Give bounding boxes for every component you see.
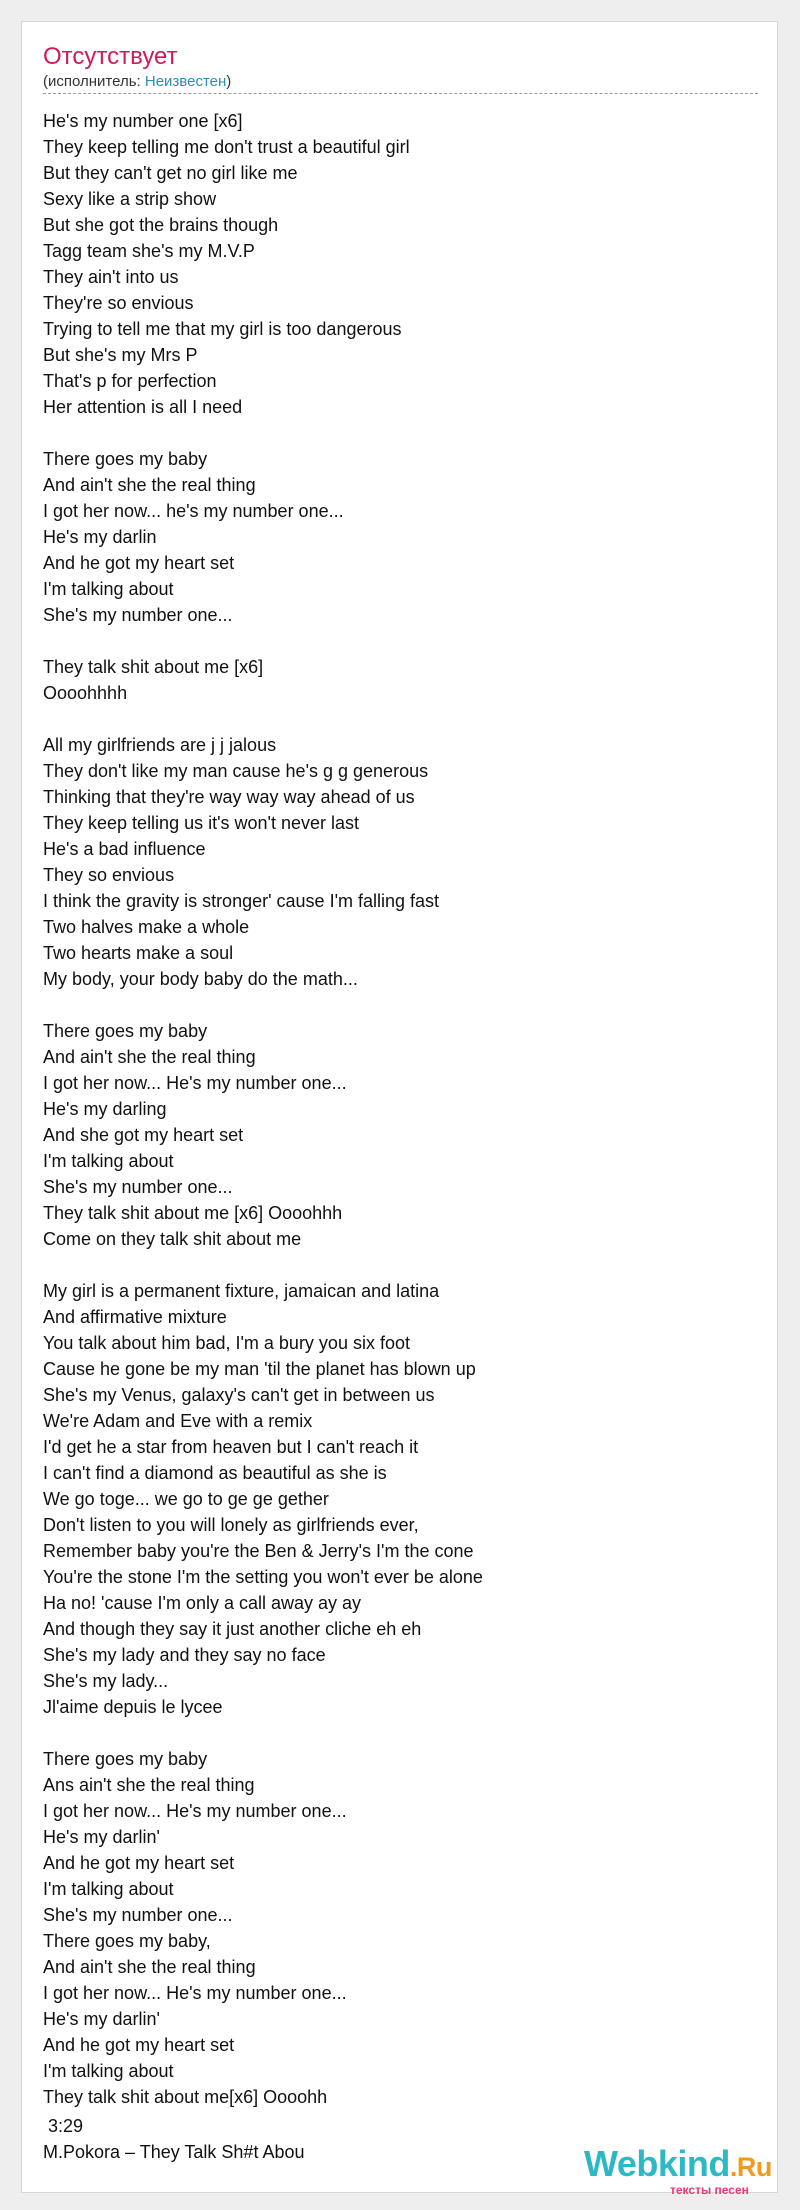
lyric-line: And she got my heart set (43, 1125, 244, 1145)
lyric-line: But she got the brains though (43, 215, 279, 235)
logo-word: Webkind (584, 2143, 730, 2184)
lyric-line: But she's my Mrs P (43, 345, 198, 365)
song-title: Отсутствует (43, 43, 178, 70)
lyric-line: They so envious (43, 865, 175, 885)
lyric-line: And affirmative mixture (43, 1307, 227, 1327)
lyric-line: Oooohhhh (43, 683, 128, 703)
lyric-line: I got her now... He's my number one... (43, 1801, 347, 1821)
lyric-line: I'm talking about (43, 579, 174, 599)
lyric-line: Jl'aime depuis le lycee (43, 1697, 223, 1717)
song-credit: M.Pokora – They Talk Sh#t Abou (43, 2142, 305, 2162)
lyric-line: There goes my baby (43, 449, 208, 469)
lyric-line: They're so envious (43, 293, 194, 313)
title-divider (43, 93, 758, 94)
lyric-line: He's a bad influence (43, 839, 206, 859)
lyric-line: They don't like my man cause he's g g generous (43, 761, 429, 781)
lyric-line: They keep telling me don't trust a beautiful girl (43, 137, 410, 157)
lyric-line: Two halves make a whole (43, 917, 250, 937)
artist-link[interactable]: Неизвестен (144, 73, 227, 90)
lyric-line: He's my darlin (43, 527, 157, 547)
lyric-line: He's my number one [x6] (43, 111, 243, 131)
song-duration: 3:29 (43, 2116, 84, 2136)
lyric-line: I'm talking about (43, 1879, 174, 1899)
lyric-line: Remember baby you're the Ben & Jerry's I'm the cone (43, 1541, 474, 1561)
artist-line (43, 73, 231, 91)
lyric-line: I'm talking about (43, 1151, 174, 1171)
artist-suffix: ) (226, 73, 232, 90)
lyrics-card (21, 21, 778, 2197)
lyrics-body (43, 108, 743, 2110)
lyric-blank-line (43, 1252, 743, 1278)
lyric-line: All my girlfriends are j j jalous (43, 735, 277, 755)
lyric-line: I got her now... he's my number one... (43, 501, 344, 521)
logo-wordmark (584, 2144, 784, 2187)
lyric-blank-line (43, 628, 743, 654)
lyric-line: Ans ain't she the real thing (43, 1775, 255, 1795)
lyric-line: I'd get he a star from heaven but I can't reach it (43, 1437, 419, 1457)
lyric-line: I think the gravity is stronger' cause I'm falling fast (43, 891, 440, 911)
lyric-line: Don't listen to you will lonely as girlfriends ever, (43, 1515, 419, 1535)
lyric-line: She's my number one... (43, 1177, 233, 1197)
lyric-line: And ain't she the real thing (43, 475, 256, 495)
lyric-line: There goes my baby, (43, 1931, 211, 1951)
lyric-line: We go toge... we go to ge ge gether (43, 1489, 329, 1509)
lyric-line: I can't find a diamond as beautiful as she is (43, 1463, 387, 1483)
lyric-line: I got her now... He's my number one... (43, 1073, 347, 1093)
lyric-line: There goes my baby (43, 1021, 208, 1041)
lyric-line: And though they say it just another cliche eh eh (43, 1619, 422, 1639)
lyric-line: Two hearts make a soul (43, 943, 234, 963)
artist-prefix: (исполнитель: (43, 73, 145, 90)
lyric-line: She's my number one... (43, 1905, 233, 1925)
lyric-line: Thinking that they're way way way ahead of us (43, 787, 415, 807)
lyric-line: She's my lady... (43, 1671, 169, 1691)
lyric-line: That's p for perfection (43, 371, 217, 391)
lyric-line: And he got my heart set (43, 1853, 235, 1873)
lyric-line: There goes my baby (43, 1749, 208, 1769)
lyric-line: He's my darlin' (43, 2009, 160, 2029)
lyric-line: My girl is a permanent fixture, jamaican and latina (43, 1281, 440, 1301)
lyric-line: They talk shit about me [x6] Oooohhh (43, 1203, 343, 1223)
lyric-line: Sexy like a strip show (43, 189, 217, 209)
lyric-line: I got her now... He's my number one... (43, 1983, 347, 2003)
lyric-line: You talk about him bad, I'm a bury you six foot (43, 1333, 410, 1353)
lyric-line: My body, your body baby do the math... (43, 969, 358, 989)
lyric-line: They ain't into us (43, 267, 179, 287)
lyric-line: Come on they talk shit about me (43, 1229, 302, 1249)
lyric-line: Tagg team she's my M.V.P (43, 241, 255, 261)
lyric-line: They talk shit about me [x6] (43, 657, 264, 677)
lyric-blank-line (43, 1720, 743, 1746)
lyric-line: Trying to tell me that my girl is too dangerous (43, 319, 402, 339)
lyric-line: She's my number one... (43, 605, 233, 625)
lyric-line: I'm talking about (43, 2061, 174, 2081)
lyric-line: She's my lady and they say no face (43, 1645, 326, 1665)
lyric-line: They keep telling us it's won't never last (43, 813, 360, 833)
lyric-line: He's my darling (43, 1099, 167, 1119)
lyric-line: We're Adam and Eve with a remix (43, 1411, 313, 1431)
webkind-logo[interactable] (584, 2144, 784, 2204)
lyric-line: And ain't she the real thing (43, 1957, 256, 1977)
lyric-line: And ain't she the real thing (43, 1047, 256, 1067)
lyric-line: They talk shit about me[x6] Oooohh (43, 2087, 328, 2107)
lyric-line: You're the stone I'm the setting you won't ever be alone (43, 1567, 483, 1587)
lyric-line: And he got my heart set (43, 2035, 235, 2055)
lyric-line: Her attention is all I need (43, 397, 243, 417)
lyric-line: But they can't get no girl like me (43, 163, 298, 183)
lyric-line: He's my darlin' (43, 1827, 160, 1847)
lyric-blank-line (43, 992, 743, 1018)
lyric-blank-line (43, 706, 743, 732)
logo-suffix: .Ru (729, 2152, 772, 2182)
lyric-line: She's my Venus, galaxy's can't get in between us (43, 1385, 435, 1405)
lyric-blank-line (43, 420, 743, 446)
lyric-line: Ha no! 'cause I'm only a call away ay ay (43, 1593, 362, 1613)
logo-tagline: тексты песен (670, 2183, 749, 2197)
lyric-line: Cause he gone be my man 'til the planet has blown up (43, 1359, 476, 1379)
lyric-line: And he got my heart set (43, 553, 235, 573)
